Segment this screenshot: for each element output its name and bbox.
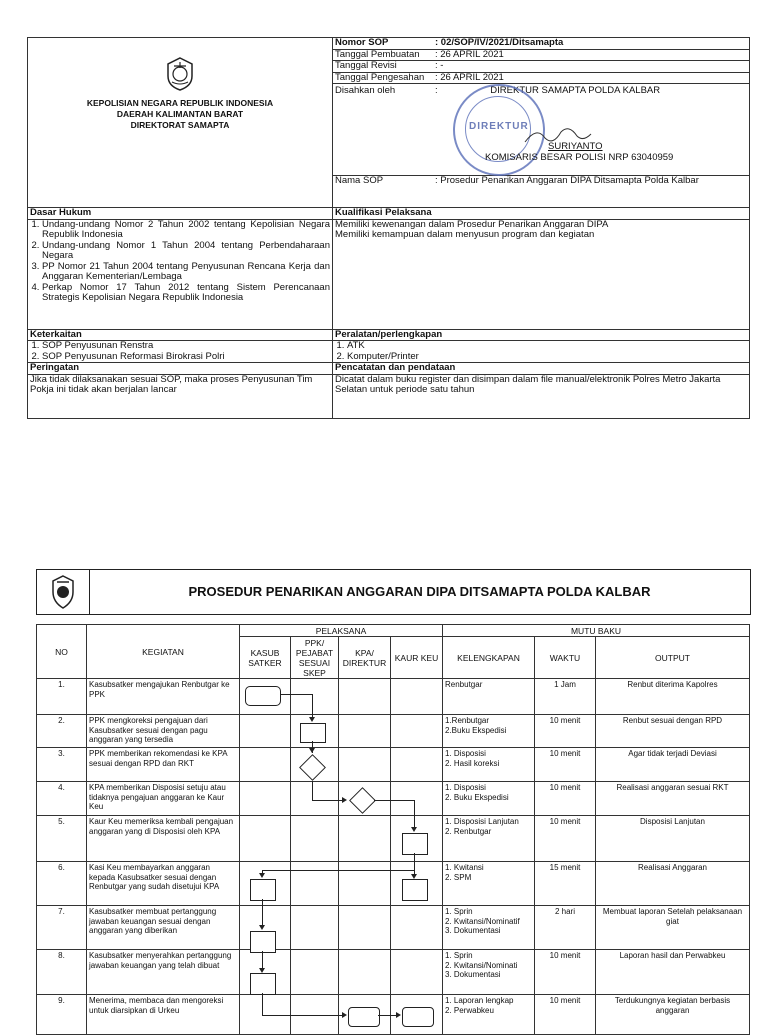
row-ppk-cell <box>291 715 339 748</box>
row-kegiatan: KPA memberikan Disposisi setuju atau tidaknya pengajuan anggaran ke Kaur Keu <box>87 782 240 816</box>
sop-header-table <box>27 37 750 419</box>
row-kaur-cell <box>391 748 443 782</box>
row-waktu: 10 menit <box>535 816 596 862</box>
row-waktu: 10 menit <box>535 782 596 816</box>
row-output: Membuat laporan Setelah pelaksanaan giat <box>596 906 750 950</box>
row-kelengkapan: 1. Laporan lengkap 2. Perwabkeu <box>443 995 535 1035</box>
row-waktu: 10 menit <box>535 748 596 782</box>
disahkan-label-text: Disahkan oleh <box>335 85 396 96</box>
disahkan-colon: : <box>435 85 438 96</box>
sop-meta-cell <box>333 38 750 208</box>
row-kpa-cell <box>339 715 391 748</box>
police-emblem-icon <box>162 56 198 92</box>
dasar-hukum-item: 2. Undang-undang Nomor 1 Tahun 2004 tentang Perbendaharaan Negara <box>42 241 330 262</box>
row-no: 9. <box>37 995 87 1035</box>
row-kegiatan: Kasubsatker mengajukan Renbutgar ke PPK <box>87 679 240 715</box>
peralatan-list <box>333 341 750 363</box>
flow-table <box>36 624 750 1035</box>
keterkaitan-item: 2. SOP Penyusunan Reformasi Birokrasi Polri <box>42 352 330 363</box>
dasar-hukum-item: 4. Perkap Nomor 17 Tahun 2012 tentang Sistem Perencanaan Strategis Kepolisian Negara Republik Indonesia <box>42 283 330 304</box>
org-cell <box>28 38 333 208</box>
row-kasub-cell <box>240 748 291 782</box>
row-kpa-cell <box>339 782 391 816</box>
flow-row <box>37 715 750 748</box>
nama-sop-value: : Prosedur Penarikan Anggaran DIPA Ditsamapta Polda Kalbar <box>435 175 699 186</box>
row-no: 7. <box>37 906 87 950</box>
flow-row <box>37 862 750 906</box>
row-kaur-cell <box>391 862 443 906</box>
row-waktu: 15 menit <box>535 862 596 906</box>
signer-rank: KOMISARIS BESAR POLISI NRP 63040959 <box>485 152 674 163</box>
row-waktu: 2 hari <box>535 906 596 950</box>
row-kelengkapan: Renbutgar <box>443 679 535 715</box>
dasar-hukum-list <box>28 219 333 329</box>
flow-row <box>37 950 750 995</box>
row-kelengkapan: 1. Sprin 2. Kwitansi/Nominati 3. Dokumentasi <box>443 950 535 995</box>
kualifikasi-content <box>333 219 750 329</box>
row-kelengkapan: 1. Disposisi 2. Hasil koreksi <box>443 748 535 782</box>
row-output: Disposisi Lanjutan <box>596 816 750 862</box>
peralatan-item: 1. ATK <box>347 341 747 352</box>
row-kaur-cell <box>391 715 443 748</box>
row-output: Agar tidak terjadi Deviasi <box>596 748 750 782</box>
row-no: 3. <box>37 748 87 782</box>
row-kpa-cell <box>339 679 391 715</box>
row-kegiatan: PPK mengkoreksi pengajuan dari Kasubsatker sesuai dengan pagu anggaran yang tersedia <box>87 715 240 748</box>
col-kelengkapan: KELENGKAPAN <box>443 637 535 679</box>
row-kasub-cell <box>240 679 291 715</box>
row-kegiatan: Kaur Keu memeriksa kembali pengajuan anggaran yang di Disposisi oleh KPA <box>87 816 240 862</box>
row-kaur-cell <box>391 679 443 715</box>
row-ppk-cell <box>291 950 339 995</box>
row-kpa-cell <box>339 816 391 862</box>
keterkaitan-title: Keterkaitan <box>28 329 333 341</box>
row-kegiatan: Kasubsatker menyerahkan pertanggung jawaban keuangan yang telah dibuat <box>87 950 240 995</box>
flow-row <box>37 995 750 1035</box>
row-kasub-cell <box>240 782 291 816</box>
row-kasub-cell <box>240 995 291 1035</box>
row-no: 4. <box>37 782 87 816</box>
flow-row <box>37 748 750 782</box>
police-emblem-icon <box>37 570 90 614</box>
row-waktu: 10 menit <box>535 715 596 748</box>
col-pelaksana: PELAKSANA <box>240 625 443 637</box>
row-waktu: 10 menit <box>535 995 596 1035</box>
col-mutu-baku: MUTU BAKU <box>443 625 750 637</box>
row-output: Realisasi Anggaran <box>596 862 750 906</box>
row-no: 1. <box>37 679 87 715</box>
flow-rows <box>37 679 750 1035</box>
row-no: 5. <box>37 816 87 862</box>
flow-row <box>37 906 750 950</box>
flow-table-wrap <box>36 624 749 1035</box>
row-no: 2. <box>37 715 87 748</box>
dasar-hukum-item: 3. PP Nomor 21 Tahun 2004 tentang Penyusunan Rencana Kerja dan Anggaran Kementerian/Lembaga <box>42 262 330 283</box>
sop-header-document <box>27 37 749 419</box>
row-kaur-cell <box>391 995 443 1035</box>
row-output: Realisasi anggaran sesuai RKT <box>596 782 750 816</box>
nomor-sop-label: Nomor SOP <box>333 38 433 49</box>
col-ppk: PPK/ PEJABAT SESUAI SKEP <box>291 637 339 679</box>
col-no: NO <box>37 625 87 679</box>
row-kelengkapan: 1. Disposisi 2. Buku Ekspedisi <box>443 782 535 816</box>
row-ppk-cell <box>291 862 339 906</box>
row-kpa-cell <box>339 950 391 995</box>
stamp-text: DIREKTUR <box>469 121 529 132</box>
dasar-hukum-title: Dasar Hukum <box>28 208 333 220</box>
tgl-revisi-label: Tanggal Revisi <box>333 61 433 73</box>
row-kpa-cell <box>339 862 391 906</box>
row-output: Laporan hasil dan Perwabkeu <box>596 950 750 995</box>
col-kegiatan: KEGIATAN <box>87 625 240 679</box>
row-kaur-cell <box>391 816 443 862</box>
row-kegiatan: Kasi Keu membayarkan anggaran kepada Kasubsatker sesuai dengan Renbutgar yang sudah disetujui KPA <box>87 862 240 906</box>
row-kasub-cell <box>240 950 291 995</box>
nomor-sop-value: : 02/SOP/IV/2021/Ditsamapta <box>433 38 749 49</box>
keterkaitan-list <box>28 341 333 363</box>
disahkan-label <box>333 84 433 176</box>
peringatan-title: Peringatan <box>28 363 333 375</box>
row-no: 8. <box>37 950 87 995</box>
row-output: Renbut sesuai dengan RPD <box>596 715 750 748</box>
flow-row <box>37 679 750 715</box>
row-kaur-cell <box>391 950 443 995</box>
row-ppk-cell <box>291 995 339 1035</box>
disahkan-value: DIREKTUR SAMAPTA POLDA KALBAR <box>490 85 661 96</box>
row-output: Terdukungnya kegiatan berbasis anggaran <box>596 995 750 1035</box>
row-kegiatan: Kasubsatker membuat pertanggung jawaban keuangan sesuai dengan anggaran yang diberikan <box>87 906 240 950</box>
org-line-1: KEPOLISIAN NEGARA REPUBLIK INDONESIA <box>86 98 274 108</box>
row-kpa-cell <box>339 995 391 1035</box>
row-ppk-cell <box>291 782 339 816</box>
tgl-pengesahan-label: Tanggal Pengesahan <box>333 72 433 84</box>
col-output: OUTPUT <box>596 637 750 679</box>
row-ppk-cell <box>291 748 339 782</box>
peralatan-title: Peralatan/perlengkapan <box>333 329 750 341</box>
pencatatan-title: Pencatatan dan pendataan <box>333 363 750 375</box>
row-waktu: 10 menit <box>535 950 596 995</box>
org-line-2: DAERAH KALIMANTAN BARAT <box>116 109 244 119</box>
row-ppk-cell <box>291 906 339 950</box>
col-waktu: WAKTU <box>535 637 596 679</box>
row-kaur-cell <box>391 782 443 816</box>
row-waktu: 1 Jam <box>535 679 596 715</box>
nama-sop-label: Nama SOP <box>335 175 384 186</box>
row-kasub-cell <box>240 862 291 906</box>
kualifikasi-line-1: Memiliki kewenangan dalam Prosedur Penarikan Anggaran DIPA <box>335 218 609 230</box>
row-kasub-cell <box>240 906 291 950</box>
tgl-pembuatan-value: : 26 APRIL 2021 <box>433 49 749 61</box>
flow-row <box>37 782 750 816</box>
org-line-3: DIREKTORAT SAMAPTA <box>130 120 230 130</box>
flow-title-box <box>36 569 751 615</box>
row-ppk-cell <box>291 816 339 862</box>
col-kaur: KAUR KEU <box>391 637 443 679</box>
row-kasub-cell <box>240 816 291 862</box>
row-kpa-cell <box>339 906 391 950</box>
row-kelengkapan: 1.Renbutgar 2.Buku Ekspedisi <box>443 715 535 748</box>
tgl-pengesahan-value: : 26 APRIL 2021 <box>433 72 749 84</box>
row-kegiatan: PPK memberikan rekomendasi ke KPA sesuai dengan RPD dan RKT <box>87 748 240 782</box>
kualifikasi-line-2: Memiliki kemampuan dalam menyusun program dan kegiatan <box>335 229 595 240</box>
row-kasub-cell <box>240 715 291 748</box>
col-kasub: KASUB SATKER <box>240 637 291 679</box>
row-kelengkapan: 1. Sprin 2. Kwitansi/Nominatif 3. Dokumentasi <box>443 906 535 950</box>
keterkaitan-item: 1. SOP Penyusunan Renstra <box>42 341 330 352</box>
row-output: Renbut diterima Kapolres <box>596 679 750 715</box>
pencatatan-text: Dicatat dalam buku register dan disimpan dalam file manual/elektronik Polres Metro Jakarta Selatan untuk periode satu tahun <box>333 374 750 418</box>
row-kaur-cell <box>391 906 443 950</box>
row-kelengkapan: 1. Kwitansi 2. SPM <box>443 862 535 906</box>
disahkan-area <box>433 84 749 176</box>
signer-name: SURIYANTO <box>548 141 603 152</box>
peralatan-item: 2. Komputer/Printer <box>347 352 747 363</box>
tgl-pembuatan-label: Tanggal Pembuatan <box>333 49 433 61</box>
tgl-revisi-value: : - <box>433 61 749 73</box>
flow-row <box>37 816 750 862</box>
peringatan-text: Jika tidak dilaksanakan sesuai SOP, maka proses Penyusunan Tim Pokja ini tidak akan berjalan lancar <box>28 374 333 418</box>
kualifikasi-title: Kualifikasi Pelaksana <box>333 208 750 220</box>
row-kpa-cell <box>339 748 391 782</box>
row-kelengkapan: 1. Disposisi Lanjutan 2. Renbutgar <box>443 816 535 862</box>
row-kegiatan: Menerima, membaca dan mengoreksi untuk diarsipkan di Urkeu <box>87 995 240 1035</box>
col-kpa: KPA/ DIREKTUR <box>339 637 391 679</box>
row-ppk-cell <box>291 679 339 715</box>
dasar-hukum-item: 1. Undang-undang Nomor 2 Tahun 2002 tentang Kepolisian Negara Republik Indonesia <box>42 220 330 241</box>
row-no: 6. <box>37 862 87 906</box>
flow-title: PROSEDUR PENARIKAN ANGGARAN DIPA DITSAMAPTA POLDA KALBAR <box>188 584 651 599</box>
